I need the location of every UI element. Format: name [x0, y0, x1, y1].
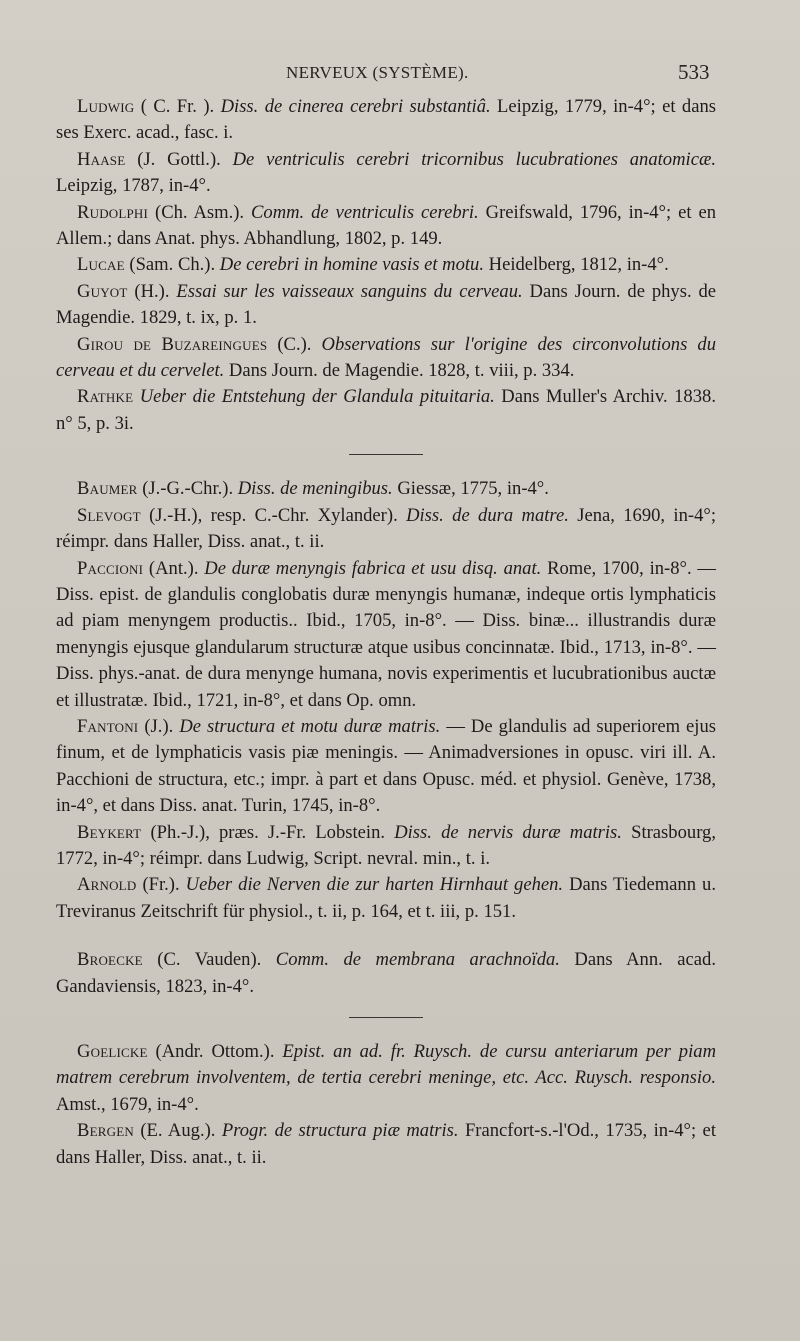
bibliography-entry [56, 476, 716, 502]
bibliography-entry [56, 820, 716, 873]
author-name: Slevogt [77, 504, 141, 526]
work-title: Epist. an ad. fr. Ruysch. de cursu anteriarum per piam matrem cerebrum involventem, de tertia cerebri meninge, etc. Acc. Ruysch. responsio. [56, 1041, 716, 1089]
author-details: (C. Vauden). [142, 949, 276, 971]
bibliography-body [56, 94, 716, 1171]
author-name: Goelicke [77, 1041, 148, 1062]
publication-details: Rome, 1700, in-8°. — Diss. epist. de glandulis conglobatis duræ menyngis humanæ, indeque ortis lymphaticis ad piam menyngem productis.. Ibid., 1705, in-8°. — Diss. binæ... illustrandis duræ menyngis ejusque glandularum structuræ atque usibus concinnatæ. Ibid., 1713, in-8°. — Diss. phys.-anat. de dura menynge humana, novis experimentis et lucubrationibus auctæ et illustratæ. Ibid., 1721, in-8°, et dans Op. omn. [56, 557, 717, 711]
work-title: Essai sur les vaisseaux sanguins du cerveau. [176, 280, 523, 302]
author-details: (Ch. Asm.). [148, 201, 251, 223]
author-name: Girou de Buzareingues [77, 333, 268, 355]
author-details: (C.). [267, 333, 322, 355]
publication-details: Dans Journ. de phys. de Magendie. 1829, t. ix, p. 1. [56, 280, 716, 329]
publication-details: Francfort-s.-l'Od., 1735, in-4°; et dans Haller, Diss. anat., t. ii. [56, 1120, 716, 1168]
author-details: (Sam. Ch.). [124, 254, 220, 276]
publication-details: Dans Tiedemann u. Treviranus Zeitschrift für physiol., t. ii, p. 164, et t. iii, p. 151. [56, 874, 716, 922]
author-name: Ludwig [77, 96, 135, 117]
author-details: (Ph.-J.), præs. J.-Fr. Lobstein. [141, 821, 395, 843]
bibliography-entry [56, 147, 716, 200]
bibliography-entry [56, 503, 716, 556]
bibliography-entry [56, 384, 716, 437]
work-title: Diss. de cinerea cerebri substantiâ. [220, 96, 491, 117]
bibliography-entry [56, 200, 716, 253]
author-details: (J.-H.), resp. C.-Chr. Xylander). [140, 504, 407, 526]
author-details: (Fr.). [136, 874, 186, 896]
bibliography-entry [56, 94, 716, 147]
publication-details: Amst., 1679, in-4°. [56, 1093, 199, 1115]
publication-details: Dans Ann. acad. Gandaviensis, 1823, in-4°. [56, 949, 716, 997]
author-name: Bergen [77, 1120, 134, 1142]
work-title: Ueber die Nerven die zur harten Hirnhaut gehen. [185, 874, 564, 896]
author-name: Rudolphi [77, 201, 149, 223]
publication-details: — De glandulis ad superiorem ejus finum, et de lymphaticis vasis piæ meningis. — Animadversiones in opusc. viri ill. A. Pacchioni de structura, etc.; impr. à part et dans Opusc. méd. et physiol. Genève, 1738, in-4°, et dans Diss. anat. Turin, 1745, in-8°. [56, 715, 717, 817]
publication-details: Heidelberg, 1812, in-4°. [484, 254, 669, 276]
author-details: (E. Aug.). [133, 1120, 222, 1142]
author-details: ( C. Fr. ). [134, 96, 221, 117]
bibliography-entry [56, 332, 716, 385]
bibliography-entry [56, 872, 716, 925]
bibliography-entry [56, 714, 716, 820]
publication-details: Giessæ, 1775, in-4°. [392, 478, 549, 500]
author-details: (H.). [127, 280, 177, 302]
publication-details: Leipzig, 1787, in-4°. [56, 175, 211, 197]
bibliography-entry [56, 556, 716, 714]
page-header [0, 60, 800, 90]
work-title: Comm. de ventriculis cerebri. [251, 201, 479, 223]
work-title: De duræ menyngis fabrica et usu disq. anat. [204, 557, 542, 579]
publication-details: Dans Journ. de Magendie. 1828, t. viii, p. 334. [224, 360, 575, 382]
work-title: Diss. de nervis duræ matris. [394, 821, 622, 843]
author-details: (J.-G.-Chr.). [137, 478, 238, 500]
page-number: 533 [678, 60, 710, 84]
author-name: Fantoni [77, 715, 139, 737]
work-title: Diss. de meningibus. [237, 478, 393, 500]
publication-details: Dans Muller's Archiv. 1838. n° 5, p. 3i. [56, 386, 716, 434]
section-rule [349, 454, 423, 455]
publication-details: Jena, 1690, in-4°; réimpr. dans Haller, Diss. anat., t. ii. [56, 504, 716, 553]
publication-details: Greifswald, 1796, in-4°; et en Allem.; dans Anat. phys. Abhandlung, 1802, p. 149. [56, 201, 716, 250]
author-details: (Andr. Ottom.). [147, 1041, 283, 1062]
bibliography-entry [56, 279, 716, 332]
work-title: De ventriculis cerebri tricornibus lucubrationes anatomicæ. [232, 148, 717, 170]
running-head: NERVEUX (SYSTÈME). [286, 63, 469, 82]
author-name: Arnold [77, 874, 137, 896]
bibliography-entry [56, 947, 716, 1000]
work-title: Ueber die Entstehung der Glandula pituitaria. [139, 386, 495, 408]
author-name: Haase [77, 148, 126, 170]
author-name: Guyot [77, 280, 128, 302]
publication-details: Leipzig, 1779, in-4°; et dans ses Exerc. acad., fasc. i. [56, 96, 717, 144]
bibliography-entry [56, 252, 716, 278]
author-details: (J. Gottl.). [125, 148, 233, 170]
author-name: Lucae [77, 254, 125, 276]
author-details: (Ant.). [143, 557, 205, 579]
author-name: Broecke [77, 949, 143, 971]
bibliography-entry [56, 1039, 716, 1118]
work-title: Progr. de structura piæ matris. [221, 1120, 459, 1142]
author-name: Beykert [77, 821, 142, 843]
author-name: Rathke [77, 386, 134, 408]
author-name: Paccioni [77, 557, 144, 579]
publication-details: Strasbourg, 1772, in-4°; réimpr. dans Ludwig, Script. nevral. min., t. i. [56, 821, 716, 869]
bibliography-entry [56, 1118, 716, 1171]
work-title: De structura et motu duræ matris. [179, 715, 441, 737]
work-title: Diss. de dura matre. [406, 504, 569, 526]
work-title: Observations sur l'origine des circonvolutions du cerveau et du cervelet. [56, 333, 717, 382]
author-name: Baumer [77, 478, 138, 500]
work-title: De cerebri in homine vasis et motu. [219, 254, 484, 276]
work-title: Comm. de membrana arachnoïda. [275, 949, 560, 971]
section-rule [349, 1017, 423, 1018]
section-gap [56, 925, 716, 947]
author-details: (J.). [138, 715, 180, 737]
